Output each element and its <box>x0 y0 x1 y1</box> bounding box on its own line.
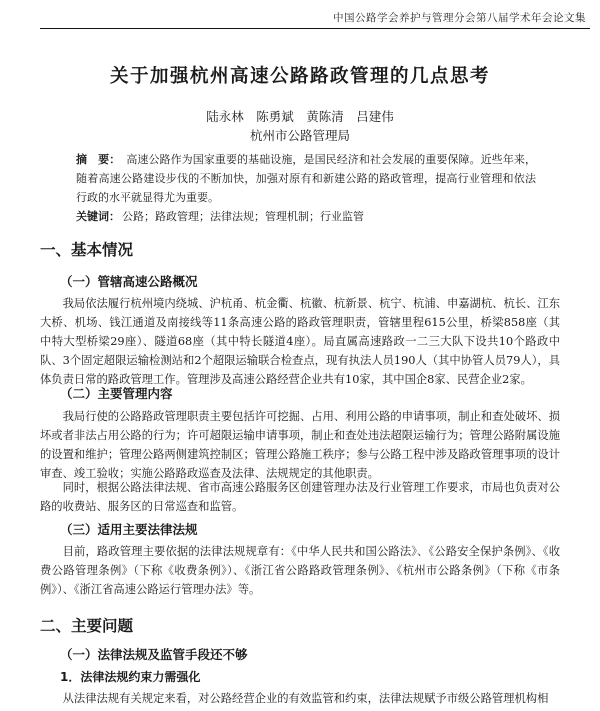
subsection-heading-highway-overview: （一）管辖高速公路概况 <box>60 274 198 289</box>
paragraph-service-area-supervision: 同时，根据公路法律法规、省市高速公路服务区创建管理办法及行业管理工作要求，市局也负责对公路的收费站、服务区的日常巡查和监管。 <box>40 481 560 513</box>
paragraph-management-content: 我局行使的公路路政管理职责主要包括许可挖掘、占用、利用公路的申请事项，制止和查处破坏、损坏或者非法占用公路的行为；许可超限运输申请事项，制止和查处违法超限运输行为；管理公路附属设施的设置和维护；管理公路两侧建筑控制区；管理公路施工秩序；参与公路工程中涉及路政管理事项的设计审查、竣工验收；实施公路路政巡查及法律、法规规定的其他职责。 <box>40 410 560 480</box>
article-title: 关于加强杭州高速公路路政管理的几点思考 <box>109 66 490 87</box>
keywords-label: 关键词： <box>76 210 120 223</box>
header-rule <box>40 28 590 29</box>
paragraph-highway-overview: 我局依法履行杭州境内绕城、沪杭甬、杭金衢、杭徽、杭新景、杭宁、杭浦、申嘉湖杭、杭长、江东大桥、机场、钱江通道及南接线等11条高速公路的路政管理职责，管辖里程615公里，桥梁858座（其中特大型桥梁29座）、隧道68座（其中特长隧道4座）。局直属高速路政一二三大队下设共10个路政中队、3个固定超限运输检测站和2个超限运输联合检查点，现有执法人员190人（其中协管人员79人），具体负责日常的路政管理工作。管理涉及高速公路经营企业共有10家，其中国企8家、民营企业2家。 <box>40 297 560 386</box>
author-affiliation: 杭州市公路管理局 <box>249 128 350 143</box>
subsection-heading-applicable-laws: （三）适用主要法律法规 <box>60 522 198 537</box>
subsection-heading-management-content: （二）主要管理内容 <box>60 386 173 401</box>
item-heading-binding-force: 1．法律法规约束力需强化 <box>60 670 201 684</box>
section-heading-basic-situation: 一、基本情况 <box>40 241 134 259</box>
keywords <box>76 208 536 226</box>
section-heading-main-problems: 二、主要问题 <box>40 617 134 635</box>
paragraph-binding-force: 从法律法规有关规定来看，对公路经营企业的有效监管和约束，法律法规赋予市级公路管理机构相 <box>62 692 549 705</box>
abstract-text: 高速公路作为国家重要的基础设施，是国民经济和社会发展的重要保障。近些年来，随着高速公路建设步伐的不断加快，加强对原有和新建公路的路政管理，提高行业管理和依法行政的水平就显得尤为重要。 <box>76 153 537 204</box>
paragraph-applicable-laws: 目前，路政管理主要依据的法律法规规章有：《中华人民共和国公路法》、《公路安全保护条例》、《收费公路管理条例》（下称《收费条例》）、《浙江省公路路政管理条例》、《杭州市公路条例》（下称《市条例》）、《浙江省高速公路运行管理办法》等。 <box>40 545 560 596</box>
abstract-label: 摘 要： <box>76 153 121 166</box>
running-head: 中国公路学会养护与管理分会第八届学术年会论文集 <box>333 12 586 24</box>
abstract <box>76 150 536 207</box>
keywords-text: 公路；路政管理；法律法规；管理机制；行业监管 <box>122 210 364 223</box>
subsection-heading-laws-insufficient: （一）法律法规及监管手段还不够 <box>60 647 248 662</box>
author-list: 陆永林 陈勇斌 黄陈清 吕建伟 <box>206 109 394 124</box>
